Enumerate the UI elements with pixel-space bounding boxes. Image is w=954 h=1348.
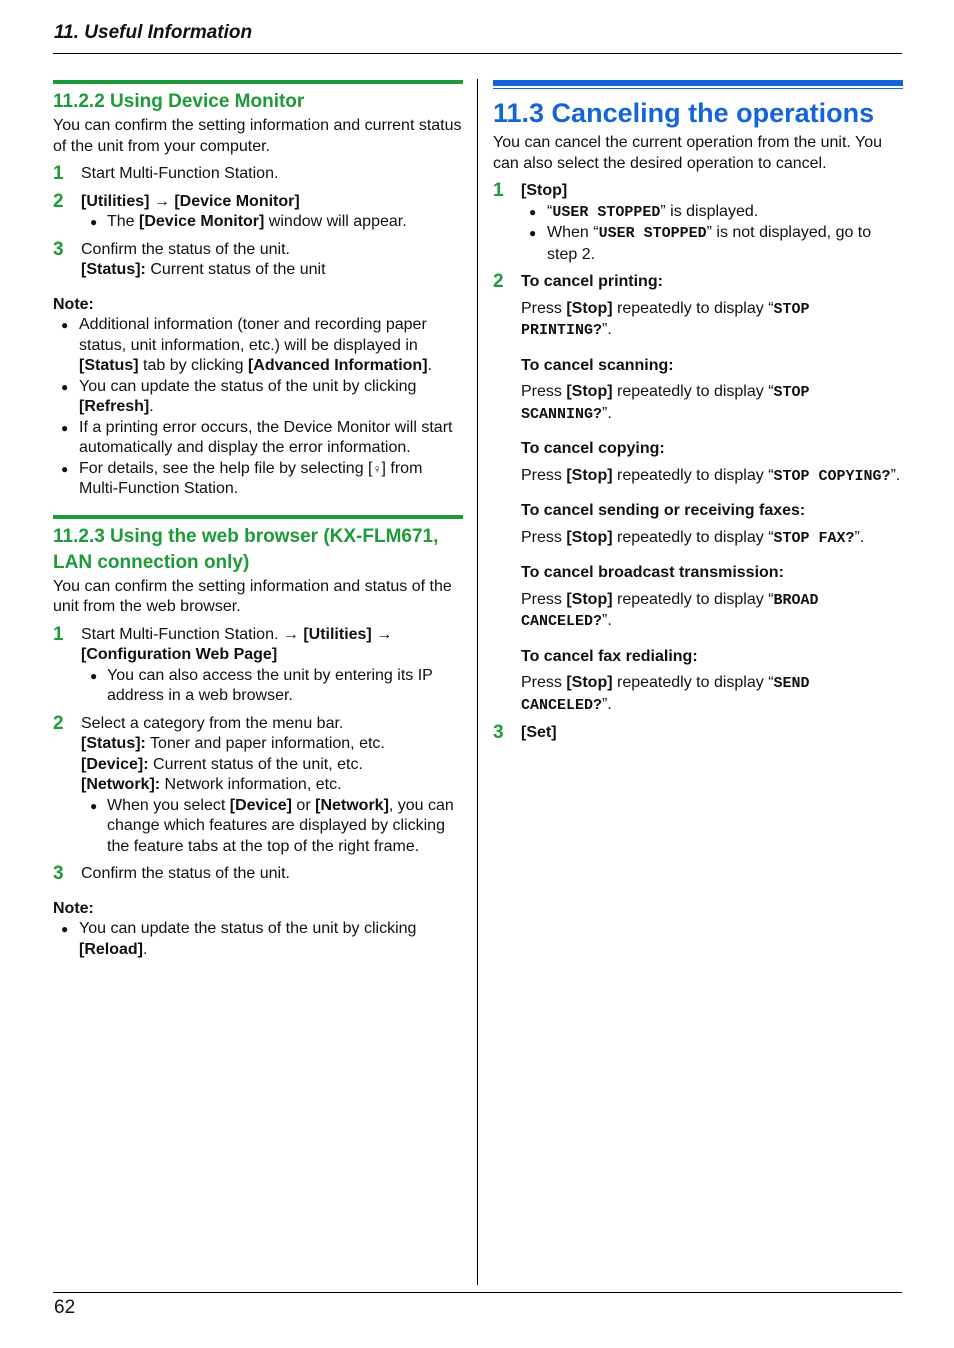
bullet-icon: ● <box>61 461 69 476</box>
display-message: STOP COPYING? <box>773 467 891 485</box>
text: window will appear. <box>264 213 407 230</box>
step-3 <box>53 240 463 281</box>
bullet-icon: ● <box>90 798 98 813</box>
running-header: 11. Useful Information <box>54 22 253 43</box>
text: You can update the status of the unit by clicking <box>79 377 417 395</box>
display-message: STOP FAX? <box>773 529 855 547</box>
section-intro: You can confirm the setting information and status of the unit from the web browser. <box>53 577 452 615</box>
text: . <box>143 940 148 958</box>
text: Start Multi-Function Station. <box>81 625 283 643</box>
arrow: → <box>149 192 175 210</box>
ui-label: [Advanced Information] <box>247 357 428 374</box>
text: ] from Multi-Function Station. <box>79 459 423 497</box>
step-2 <box>53 714 463 858</box>
step-number: 3 <box>493 722 504 743</box>
ui-label: [Status] <box>79 357 139 374</box>
subheading-scanning: To cancel scanning: <box>521 356 674 374</box>
section-title-11-3: 11.3 Canceling the operations <box>493 98 875 128</box>
text: ”. <box>854 528 865 546</box>
bullet-icon: ● <box>529 226 537 240</box>
ui-label: [Device]: <box>81 755 149 773</box>
text: repeatedly to display “ <box>612 528 774 546</box>
device-monitor-label: [Device Monitor] <box>174 192 300 210</box>
subheading-copying: To cancel copying: <box>521 440 665 457</box>
instruction <box>521 528 903 550</box>
text: Additional information (toner and recording paper status, unit information, etc.) will be displayed in <box>79 316 427 354</box>
step-number: 1 <box>53 623 64 645</box>
text: Press <box>521 528 567 546</box>
step-number: 3 <box>53 863 64 884</box>
note-item <box>53 315 463 377</box>
left-column <box>53 80 463 960</box>
text: For details, see the help file by selecting [ <box>79 459 373 477</box>
note-item <box>53 418 463 459</box>
bullet-item <box>521 202 903 224</box>
text: , you can change which features are displayed by clicking the feature tabs at the top of the right frame. <box>107 796 454 855</box>
step-text: Select a category from the menu bar. <box>81 714 344 732</box>
text: You can also access the unit by entering its IP address in a web browser. <box>107 666 433 704</box>
bullet-icon: ● <box>61 922 69 936</box>
text: Press <box>521 299 567 317</box>
text: ”. <box>602 695 612 713</box>
ui-label: [Utilities] <box>303 625 372 643</box>
arrow: → <box>371 625 393 643</box>
section-rule <box>53 515 463 519</box>
ui-label: [Status]: <box>81 735 146 752</box>
bullet-icon: ● <box>529 204 537 219</box>
stop-key-label: [Stop] <box>566 674 613 691</box>
text: repeatedly to display “ <box>612 590 774 608</box>
text: If a printing error occurs, the Device Monitor will start automatically and display the error information. <box>79 418 453 456</box>
section-title-11-2-3: 11.2.3 Using the web browser (KX-FLM671, LAN connection only) <box>53 525 439 573</box>
stop-key-label: [Stop] <box>566 383 613 400</box>
section-rule <box>493 80 903 86</box>
status-desc: Current status of the unit <box>145 261 326 278</box>
text: repeatedly to display “ <box>612 674 774 691</box>
stop-key-label: [Stop] <box>566 528 613 546</box>
text: When you select <box>107 796 230 814</box>
bullet-icon: ● <box>90 215 98 229</box>
step-number: 2 <box>53 712 64 734</box>
step-number: 2 <box>493 271 504 292</box>
section-intro: You can cancel the current operation from the unit. You can also select the desired operation to cancel. <box>493 134 883 172</box>
text: or <box>291 796 316 814</box>
stop-key-label: [Stop] <box>566 590 613 608</box>
bullet-icon: ● <box>61 420 69 435</box>
note-item <box>53 377 463 418</box>
text: ” is not displayed, go to step 2. <box>547 224 872 263</box>
section-title-11-2-2: 11.2.2 Using Device Monitor <box>53 91 305 112</box>
text: repeatedly to display “ <box>612 466 774 484</box>
display-message: BROAD CANCELED? <box>521 591 819 630</box>
arrow: → <box>282 625 304 643</box>
subheading-broadcast: To cancel broadcast transmission: <box>521 564 784 581</box>
step-2 <box>53 192 463 233</box>
column-divider <box>477 79 478 1285</box>
help-icon: ♀ <box>372 461 382 476</box>
display-message: SEND CANCELED? <box>521 675 810 714</box>
step-3 <box>493 723 903 744</box>
text: ”. <box>602 404 612 422</box>
ui-label: [Device] <box>229 796 292 814</box>
text: repeatedly to display “ <box>612 299 774 317</box>
ui-label: [Refresh] <box>79 398 150 415</box>
subheading-printing: To cancel printing: <box>521 273 663 290</box>
ui-label: [Reload] <box>79 940 143 958</box>
ui-label: [Device Monitor] <box>139 213 265 230</box>
bullet-icon: ● <box>90 668 98 683</box>
text: ”. <box>602 612 612 629</box>
header-rule <box>53 53 902 54</box>
page-number: 62 <box>54 1297 76 1318</box>
section-rule <box>53 80 463 84</box>
utilities-menu-label: [Utilities] <box>81 192 150 210</box>
text: tab by clicking <box>138 357 248 374</box>
text: ”. <box>602 321 612 338</box>
text: . <box>149 398 154 415</box>
step-3 <box>53 864 463 885</box>
display-message: USER STOPPED <box>598 225 707 242</box>
set-key-label: [Set] <box>521 724 557 741</box>
step-2 <box>493 272 903 716</box>
text: When “ <box>547 224 599 241</box>
display-message: STOP SCANNING? <box>521 384 810 423</box>
right-column <box>493 80 903 744</box>
bullet-icon: ● <box>61 379 69 394</box>
text: Press <box>521 674 567 691</box>
bullet-icon: ● <box>61 318 69 332</box>
step-number: 1 <box>493 180 504 201</box>
text: ” is displayed. <box>660 202 759 220</box>
instruction <box>521 299 903 342</box>
step-text: Confirm the status of the unit. <box>81 240 290 258</box>
subheading-redialing: To cancel fax redialing: <box>521 647 698 665</box>
text: Press <box>521 466 567 484</box>
bullet-item <box>81 666 463 707</box>
bullet-item <box>81 796 463 858</box>
ui-label: [Network]: <box>81 776 161 793</box>
step-1 <box>53 164 463 185</box>
instruction <box>521 382 903 425</box>
ui-label: [Configuration Web Page] <box>81 646 278 663</box>
step-number: 1 <box>53 163 64 184</box>
text: ”. <box>890 466 901 484</box>
step-1 <box>493 181 903 265</box>
note-label: Note: <box>53 295 94 313</box>
instruction <box>521 673 903 716</box>
stop-key-label: [Stop] <box>521 182 568 199</box>
instruction <box>521 466 903 488</box>
note-label: Note: <box>53 899 94 917</box>
display-message: STOP PRINTING? <box>521 300 810 339</box>
step-1 <box>53 625 463 707</box>
stop-key-label: [Stop] <box>566 466 613 484</box>
footer-rule <box>53 1292 902 1293</box>
text: The <box>107 213 140 230</box>
text: . <box>427 357 432 374</box>
note-item <box>53 919 463 960</box>
bullet-item <box>521 223 903 265</box>
instruction <box>521 590 903 633</box>
display-message: USER STOPPED <box>552 203 661 221</box>
stop-key-label: [Stop] <box>566 299 613 317</box>
section-intro: You can confirm the setting information and current status of the unit from your computer. <box>53 117 462 155</box>
text: Press <box>521 383 567 400</box>
text: Current status of the unit, etc. <box>148 755 363 773</box>
text: Press <box>521 590 567 608</box>
text: repeatedly to display “ <box>612 383 774 400</box>
note-item <box>53 459 463 500</box>
text: “ <box>547 202 553 220</box>
subheading-faxes: To cancel sending or receiving faxes: <box>521 502 806 519</box>
status-label: [Status]: <box>81 261 146 278</box>
text: Network information, etc. <box>160 776 342 793</box>
ui-label: [Network] <box>315 796 389 814</box>
step-number: 2 <box>53 190 64 212</box>
step-number: 3 <box>53 238 64 260</box>
step-text: Confirm the status of the unit. <box>81 865 290 882</box>
text: Toner and paper information, etc. <box>145 735 385 752</box>
bullet-item <box>81 212 463 233</box>
step-text: Start Multi-Function Station. <box>81 165 279 182</box>
text: You can update the status of the unit by clicking <box>79 920 417 937</box>
